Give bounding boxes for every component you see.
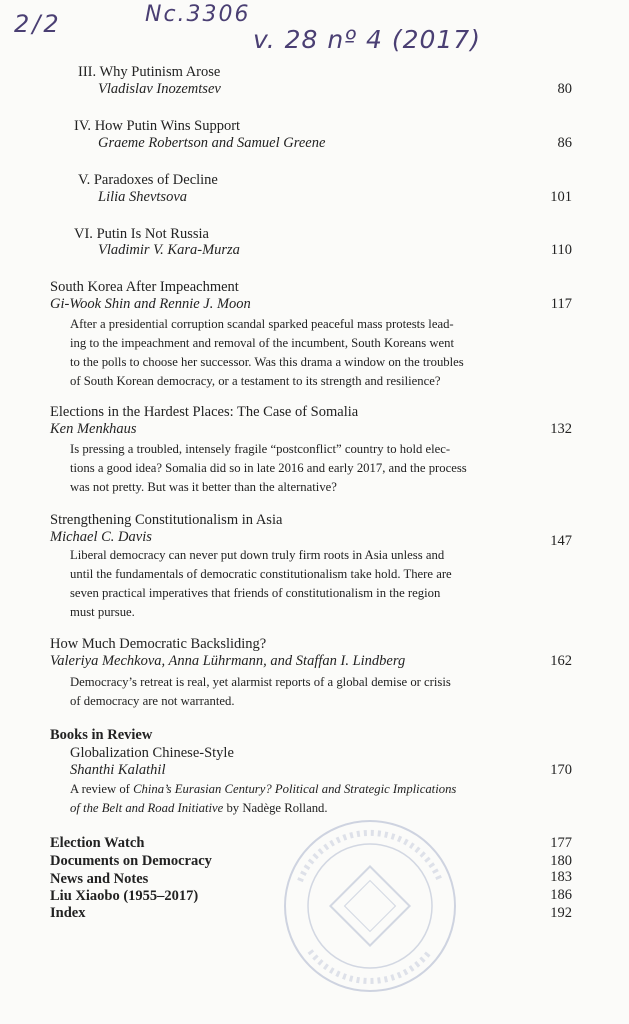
article-abstract: Democracy’s retreat is real, yet alarmist reports of a global demise or crisis of democracy are not warranted. bbox=[70, 675, 451, 708]
subsection-title bbox=[78, 64, 220, 81]
back-matter-title: Documents on Democracy bbox=[50, 853, 212, 869]
article-abstract: After a presidential corruption scandal sparked peaceful mass protests lead- ing to the impeachment and removal of the incumbent, South Koreans went to the polls to choose her successor. Was this drama a window on the troubles of South Korean democracy, or a testament to its strength and resilience? bbox=[70, 317, 464, 388]
subsection-title-text: How Putin Wins Support bbox=[94, 118, 241, 134]
page-number: 86 bbox=[557, 135, 572, 151]
roman-numeral: VI. bbox=[74, 226, 93, 242]
page-number: 162 bbox=[550, 653, 572, 669]
book-review-description: A review of China’s Eurasian Century? Political and Strategic Implications of the Belt and Road Initiative by Nadège Rolland. bbox=[70, 782, 457, 815]
back-matter-title: Election Watch bbox=[50, 835, 145, 851]
page-number: 170 bbox=[550, 762, 572, 778]
page-number: 80 bbox=[557, 81, 572, 97]
page-number: 132 bbox=[550, 421, 572, 437]
subsection-author: Vladimir V. Kara-Murza bbox=[98, 242, 240, 258]
roman-numeral: IV. bbox=[74, 118, 92, 134]
section-heading-books: Books in Review bbox=[50, 727, 153, 743]
page-number: 147 bbox=[550, 533, 572, 549]
subsection-title-text: Putin Is Not Russia bbox=[96, 226, 209, 242]
back-matter-title: Index bbox=[50, 905, 86, 921]
article-abstract: Is pressing a troubled, intensely fragile “postconflict” country to hold elec- tions a good idea? Somalia did so in late 2016 and early 2017, and the process was not pretty. But was it better than the alternative? bbox=[70, 442, 467, 494]
handwritten-note-issue: 2/2 bbox=[14, 10, 62, 38]
page-number: 180 bbox=[550, 853, 572, 869]
handwritten-call-number: Nc.3306 bbox=[145, 2, 251, 27]
page-number: 192 bbox=[550, 905, 572, 921]
article-title: South Korea After Impeachment bbox=[50, 279, 239, 295]
article-author: Valeriya Mechkova, Anna Lührmann, and Staffan I. Lindberg bbox=[50, 653, 406, 669]
subsection-title-text: Paradoxes of Decline bbox=[93, 172, 218, 188]
article-abstract: Liberal democracy can never put down truly firm roots in Asia unless and until the fundamentals of democratic constitutionalism take hold. There are seven practical imperatives that friends of constitutionalism in the region must pursue. bbox=[70, 548, 452, 619]
article-author: Gi-Wook Shin and Rennie J. Moon bbox=[50, 296, 251, 312]
back-matter-title: News and Notes bbox=[50, 871, 149, 887]
subsection-author: Vladislav Inozemtsev bbox=[98, 81, 221, 97]
roman-numeral: V. bbox=[78, 172, 91, 188]
article-title: Elections in the Hardest Places: The Case of Somalia bbox=[50, 404, 359, 420]
subsection-title bbox=[74, 226, 209, 243]
handwritten-volume: v. 28 nº 4 (2017) bbox=[253, 25, 481, 54]
book-title: of the Belt and Road Initiative bbox=[70, 801, 224, 815]
library-stamp-icon bbox=[270, 806, 470, 1006]
page-number: 117 bbox=[550, 296, 572, 312]
subsection-author: Lilia Shevtsova bbox=[98, 189, 188, 205]
page-number: 177 bbox=[550, 835, 572, 851]
article-author: Michael C. Davis bbox=[50, 529, 152, 545]
page-number: 101 bbox=[550, 189, 572, 205]
subsection-author: Graeme Robertson and Samuel Greene bbox=[98, 135, 326, 151]
book-title: China’s Eurasian Century? Political and Strategic Implications bbox=[133, 782, 457, 796]
back-matter-title: Liu Xiaobo (1955–2017) bbox=[50, 888, 199, 904]
subsection-title bbox=[74, 118, 240, 135]
page-number: 186 bbox=[550, 887, 572, 903]
roman-numeral: III. bbox=[78, 64, 97, 80]
book-review-title: Globalization Chinese-Style bbox=[70, 745, 234, 761]
article-author: Ken Menkhaus bbox=[50, 421, 137, 437]
subsection-title-text: Why Putinism Arose bbox=[99, 64, 221, 80]
book-review-author: Shanthi Kalathil bbox=[70, 762, 166, 778]
page-number: 110 bbox=[550, 242, 572, 258]
subsection-title bbox=[78, 172, 218, 189]
article-title: Strengthening Constitutionalism in Asia bbox=[50, 512, 283, 528]
article-title: How Much Democratic Backsliding? bbox=[50, 636, 267, 652]
page-number: 183 bbox=[550, 869, 572, 885]
